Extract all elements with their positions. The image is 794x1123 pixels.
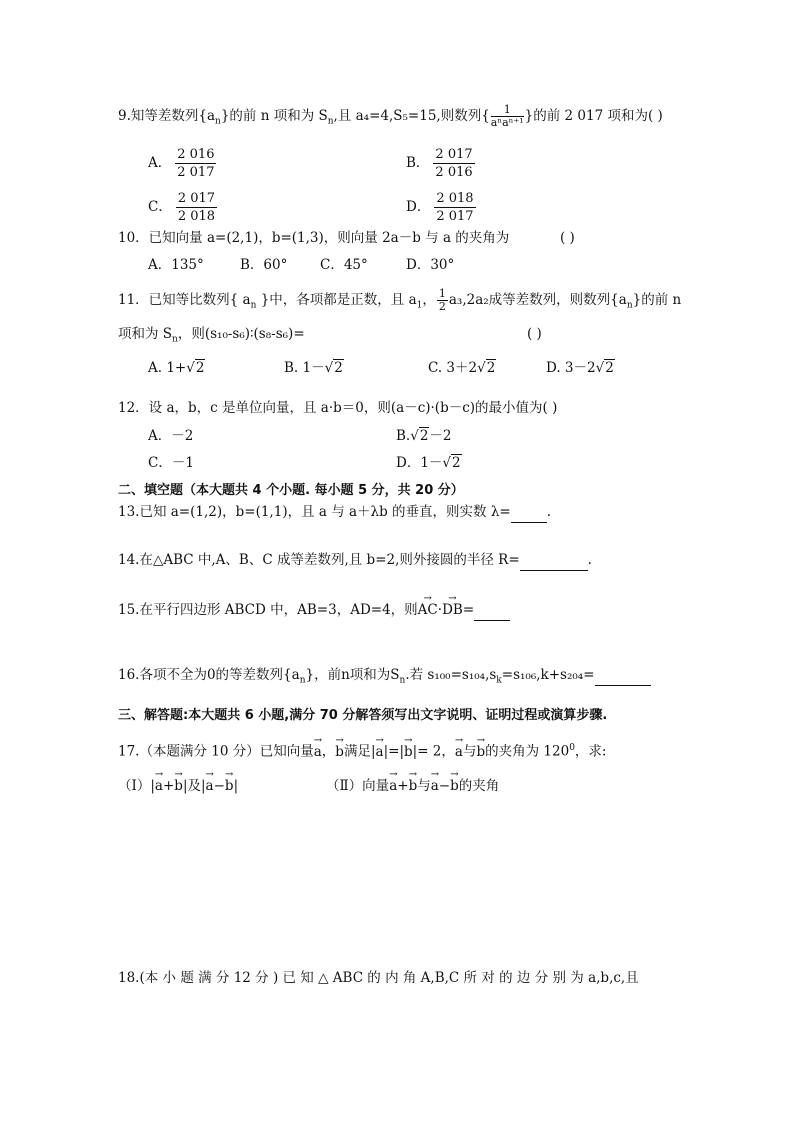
q15-answer-blank[interactable] (474, 600, 510, 621)
q12-option-d: D．1－√2 (396, 455, 461, 471)
q11-sub-n-3: n (172, 334, 178, 345)
option-text: A．－2 (148, 428, 194, 444)
q14-end: . (587, 552, 592, 568)
q11-sub-1: 1 (416, 300, 423, 311)
option-text: A．135° (148, 257, 204, 273)
frac-num: 2 017 (435, 147, 473, 162)
vector-b: → b (409, 776, 418, 796)
q10-stem (118, 228, 509, 248)
section2-text: 二、填空题（本大题共 4 个小题. 每小题 5 分，共 20 分） (118, 483, 464, 498)
q16-text-b: }，前n项和为S (305, 667, 400, 683)
option-pre: B. 1－ (284, 360, 325, 376)
q14-text: 14.在△ABC 中,A、B、C 成等差数列,且 b=2,则外接圆的半径 R= (118, 552, 520, 568)
vector-a: → a (389, 776, 397, 796)
q17-tail: 的夹角为 120 (485, 743, 570, 760)
vector-a: → a (155, 776, 163, 796)
sqrt-radicand: 2 (605, 360, 614, 376)
vector-a: → a (376, 742, 384, 762)
option-text: C．－1 (148, 455, 194, 471)
q11-line2-text-b: ，则(s₁₀-s₆)∶(s₈-s₆)= (177, 326, 305, 342)
vector-b: → b (335, 742, 344, 762)
option-fraction (175, 146, 216, 181)
q17-sep: ， (321, 743, 336, 760)
option-label: D． (406, 199, 431, 215)
q11-text-c: ， (422, 292, 436, 308)
q11-sub-n-2: n (626, 300, 633, 311)
q16-sub-k: k (496, 675, 502, 686)
q9-sub-n: n (215, 116, 221, 127)
q11-option-b: B. 1－√2 (284, 360, 343, 376)
option-label: C． (148, 199, 172, 215)
q11-sub-n: n (250, 300, 257, 311)
half-num: 1 (438, 287, 446, 300)
q11-line2 (118, 324, 305, 350)
sqrt-radicand: 2 (419, 428, 429, 444)
abs-bar: | (150, 778, 155, 794)
q9-frac-den: aⁿaⁿ⁺¹ (490, 116, 524, 129)
q17-yu: 与 (462, 743, 477, 760)
q15-dot: · (437, 602, 443, 618)
q9-text-b: }的前 n 项和为 S (220, 108, 328, 124)
q12-text: 12．设 a，b，c 是单位向量，且 a·b＝0，则(a－c)·(b－c)的最小值为( ) (118, 400, 558, 416)
q17-mid2: |=| (383, 743, 404, 760)
q18-stem (118, 968, 639, 988)
q11-option-d: D. 3－2√2 (546, 360, 614, 376)
q16-sub-n-2: n (399, 675, 406, 686)
option-post: －2 (429, 428, 452, 444)
q15-text: 15.在平行四边形 ABCD 中，AB=3，AD=4，则 (118, 602, 418, 618)
section3-text: 三、解答题:本大题共 6 小题,满分 70 分解答须写出文字说明、证明过程或演算步骤. (118, 708, 608, 723)
q10-paren-text: ( ) (560, 230, 575, 246)
q13-stem (118, 502, 551, 523)
frac-num: 2 016 (177, 147, 215, 162)
option-text: C．45° (320, 257, 368, 273)
q16-answer-blank[interactable] (595, 665, 651, 686)
q16-text-c: .若 s₁₀₀=s₁₀₄,s (405, 667, 497, 683)
vector-a: → a (314, 742, 322, 762)
minus-sign: − (438, 778, 451, 794)
q17-parts (118, 776, 238, 796)
option-pre: C. 3＋2 (428, 360, 478, 376)
q17-part1-mid: |及| (182, 778, 206, 794)
q10-text: 10．已知向量 a=(2,1)，b=(1,3)，则向量 2a－b 与 a 的夹角为 (118, 230, 510, 246)
q16-text-d: =s₁₀₆,k+s₂₀₄= (501, 667, 595, 683)
q17-degree: 0 (569, 743, 575, 753)
q9-fraction (491, 104, 524, 129)
q17-mid3: |= 2， (412, 743, 455, 760)
vector-a: → a (431, 776, 439, 796)
q11-text-e: }的前 n (632, 292, 682, 308)
q17-part2-label: （Ⅱ）向量 (326, 778, 390, 794)
q9-option-d (406, 190, 476, 225)
q14-answer-blank[interactable] (520, 550, 588, 571)
q15-eq: = (462, 602, 475, 618)
q9-text-a: 9.知等差数列{a (118, 108, 216, 124)
q14-stem (118, 550, 592, 571)
sqrt-radicand: 2 (195, 360, 205, 376)
option-pre: D. 3－2 (546, 360, 596, 376)
option-fraction (434, 190, 475, 225)
q11-paren-text: ( ) (527, 326, 542, 342)
q16-stem (118, 665, 651, 691)
q17-part1-label: （Ⅰ） (118, 778, 151, 794)
q13-text: 13.已知 a=(1,2)，b=(1,1)，且 a 与 a＋λb 的垂直，则实数 λ= (118, 504, 511, 520)
frac-num: 2 017 (177, 191, 216, 206)
sqrt-radicand: 2 (486, 360, 496, 376)
q9-option-b (406, 146, 475, 181)
q10-option-a (148, 255, 204, 275)
vector-b: → b (450, 776, 459, 796)
frac-den: 2 016 (435, 165, 473, 180)
vector-b: → b (404, 742, 413, 762)
plus-sign: + (162, 778, 175, 794)
vector-b: → b (476, 742, 485, 762)
q11-stem (118, 288, 681, 316)
q18-text: 18.(本 小 题 满 分 12 分 ) 已 知 △ ABC 的 内 角 A,B,C 所 对 的 边 分 别 为 a,b,c,且 (118, 970, 639, 986)
option-label: A． (148, 155, 172, 171)
q11-option-c: C. 3＋2√2 (428, 360, 496, 376)
q9-sub-n-2: n (327, 116, 334, 127)
q11-text-d: a₃,2a₂成等差数列，则数列{a (448, 292, 627, 308)
q11-text-a: 11．已知等比数列{ a (118, 292, 251, 308)
section2-heading (118, 481, 464, 501)
q9-option-c (148, 190, 217, 225)
frac-den: 2 018 (177, 209, 216, 224)
q9-option-a (148, 146, 216, 181)
q17-end: ，求: (574, 743, 607, 760)
q13-end: . (546, 504, 551, 520)
q9-text-c: ,且 a₄=4,S₅=15,则数列{ (333, 108, 490, 124)
vector-db: → DB (442, 600, 463, 620)
abs-bar: | (233, 778, 239, 794)
q12-option-b: B.√2－2 (396, 428, 452, 444)
q17-head: 17.（本题满分 10 分）已知向量 (118, 743, 314, 760)
vector-ac: → AC (418, 600, 438, 620)
frac-num: 2 018 (436, 191, 474, 206)
vector-a: → a (206, 776, 214, 796)
q12-option-a (148, 426, 193, 446)
q16-sub-n: n (299, 675, 306, 686)
vector-b: → b (174, 776, 183, 796)
option-pre: A. 1+ (148, 360, 187, 376)
option-fraction (176, 190, 217, 225)
q10-option-c (320, 255, 368, 275)
q11-line2-text: 项和为 S (118, 326, 173, 342)
option-pre: D．1－ (396, 455, 443, 471)
q10-paren (560, 228, 575, 248)
q17-part2-end: 的夹角 (458, 778, 500, 794)
q17-mid: 满足| (343, 743, 376, 760)
q17-part2 (326, 776, 499, 796)
q13-answer-blank[interactable] (511, 502, 547, 523)
q15-stem (118, 600, 510, 621)
option-fraction (433, 146, 474, 181)
q11-paren (527, 324, 542, 344)
q17-part2-yu: 与 (417, 778, 431, 794)
q17-stem (118, 738, 606, 762)
vector-a: → a (455, 742, 463, 762)
frac-den: 2 017 (177, 165, 215, 180)
plus-sign: + (397, 778, 409, 794)
frac-den: 2 017 (436, 209, 474, 224)
section3-heading (118, 706, 607, 726)
q9-stem (118, 104, 663, 132)
q10-option-b (240, 255, 287, 275)
q12-stem (118, 398, 557, 418)
q11-text-b: }中，各项都是正数，且 a (256, 292, 417, 308)
q16-text-a: 16.各项不全为0的等差数列{a (118, 667, 300, 683)
vector-b: → b (225, 776, 234, 796)
q11-option-a: A. 1+√2 (148, 360, 205, 376)
minus-sign: − (213, 778, 225, 794)
sqrt-radicand: 2 (452, 455, 461, 471)
q9-text-d: }的前 2 017 项和为( ) (524, 108, 663, 124)
q12-option-c (148, 453, 194, 473)
half-den: 2 (438, 300, 446, 313)
option-label: B． (406, 155, 430, 171)
q11-half (437, 288, 448, 313)
q10-option-d (406, 255, 454, 275)
option-text: D．30° (406, 257, 455, 273)
q9-frac-num: 1 (491, 104, 524, 117)
option-text: B．60° (240, 257, 288, 273)
option-pre: B. (396, 428, 411, 444)
sqrt-radicand: 2 (334, 360, 343, 376)
